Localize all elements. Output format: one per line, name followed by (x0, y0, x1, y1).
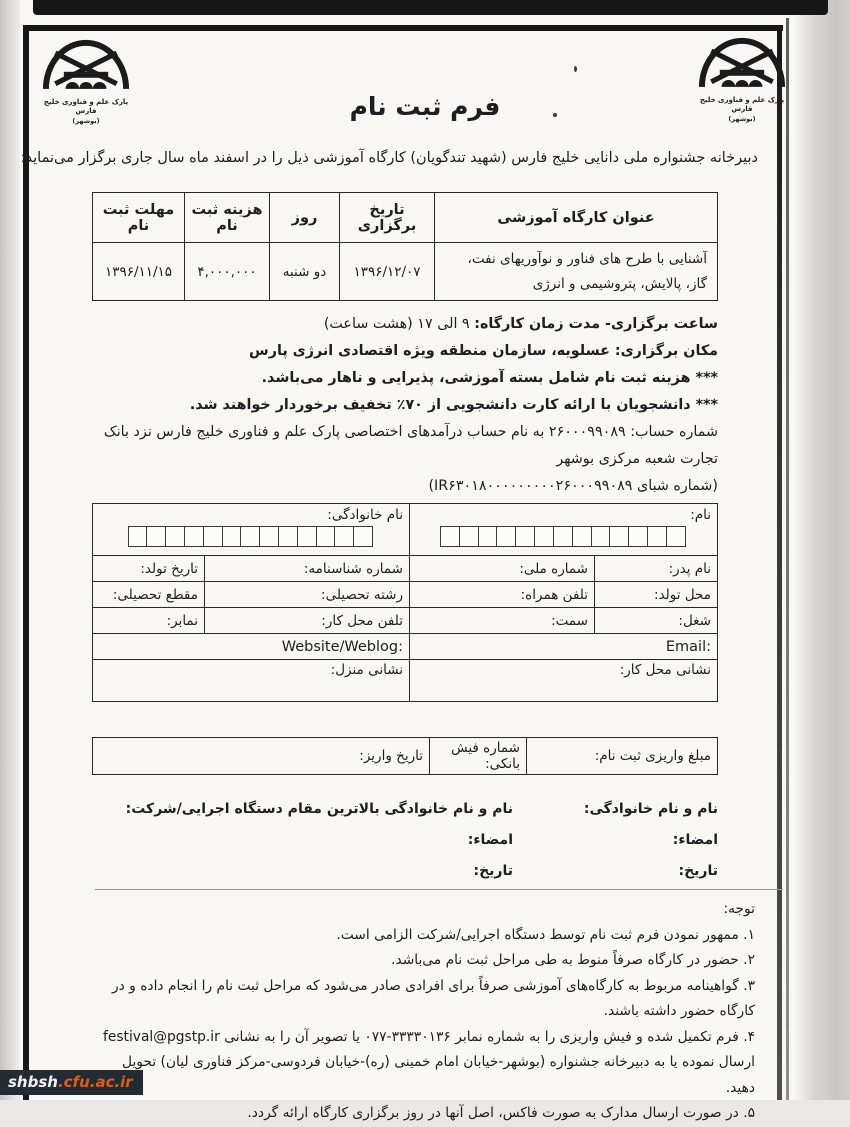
site-watermark (0, 1070, 143, 1095)
note-item-4: ۴. فرم تکمیل شده و فیش واریزی را به شماره نمابر ۳۳۳۳۰۱۳۶-۰۷۷ یا تصویر آن را به نشانی festival@pgstp.ir ارسال نموده یا به دبیرخانه جشنواره (بوشهر-خیابان امام خمینی (ره)-خیابان فردوسی-مرکز فناوری لیان) تحویل دهید. (103, 1028, 755, 1096)
workshop-date-cell: ۱۳۹۶/۱۲/۰۷ (340, 243, 435, 301)
location-line: مکان برگزاری: عسلویه، سازمان منطقه ویژه اقتصادی انرژی پارس (249, 343, 718, 359)
field-position: سمت: (410, 608, 595, 634)
watermark-bold: shbsh (8, 1073, 58, 1091)
watermark-rest: .cfu.ac.ir (57, 1073, 133, 1091)
char-box (496, 526, 516, 547)
table-row (93, 556, 718, 582)
page-title: فرم ثبت نام (349, 92, 501, 121)
executive-sign-label: امضاء: (467, 832, 513, 848)
table-row (93, 634, 718, 660)
time-value: ۹ الی ۱۷ (هشت ساعت) (323, 316, 470, 332)
note-item-3: ۳. گواهینامه مربوط به کارگاه‌های آموزشی صرفاً برای افرادی صادر می‌شود که مراحل ثبت نام را انجام داده و در کارگاه حضور داشته باشند. (111, 977, 755, 1019)
time-label: ساعت برگزاری- مدت زمان کارگاه: (474, 316, 718, 332)
workshop-table (92, 192, 718, 301)
col-header-day: روز (270, 193, 340, 243)
char-box (478, 526, 498, 547)
event-details (95, 311, 718, 500)
note-item-5: ۵. در صورت ارسال مدارک به صورت فاکس، اصل آنها در روز برگزاری کارگاه ارائه گردد. (247, 1105, 755, 1121)
char-box (353, 526, 373, 547)
char-box (440, 526, 460, 547)
ink-speck (574, 66, 577, 72)
signature-section (93, 794, 718, 887)
first-name-char-boxes (416, 526, 711, 547)
dome-logo-icon (698, 34, 786, 92)
table-row (93, 608, 718, 634)
char-box (203, 526, 223, 547)
char-box (515, 526, 535, 547)
field-email: Email: (410, 634, 718, 660)
char-box (609, 526, 629, 547)
field-work-address: نشانی محل کار: (410, 660, 718, 702)
field-job: شغل: (595, 608, 718, 634)
field-mobile: تلفن همراه: (410, 582, 595, 608)
field-study-level: مقطع تحصیلی: (93, 582, 205, 608)
field-deposit-date: تاریخ واریز: (93, 738, 430, 775)
char-box (316, 526, 336, 547)
logo-caption: پارک علم و فناوری خلیج فارس (43, 98, 129, 116)
scan-top-bar (33, 0, 828, 15)
col-header-deadline: مهلت ثبت نام (93, 193, 185, 243)
payment-row (93, 738, 718, 775)
char-box (666, 526, 686, 547)
workshop-fee-cell: ۴,۰۰۰,۰۰۰ (185, 243, 270, 301)
field-fax: نمابر: (93, 608, 205, 634)
workshop-deadline-cell: ۱۳۹۶/۱۱/۱۵ (93, 243, 185, 301)
char-box (647, 526, 667, 547)
fee-note-line: *** هزینه ثبت نام شامل بسته آموزشی، پذیرایی و ناهار می‌باشد. (261, 370, 718, 386)
page-frame-right (777, 25, 782, 1100)
scan-left-edge (0, 0, 20, 1100)
scan-right-edge (794, 0, 850, 1100)
name-row (93, 504, 718, 556)
char-box (534, 526, 554, 547)
char-box (278, 526, 298, 547)
field-receipt-number: شماره فیش بانکی: (430, 738, 527, 775)
char-box (591, 526, 611, 547)
field-work-phone: تلفن محل کار: (205, 608, 410, 634)
address-row (93, 660, 718, 702)
page-frame-top (23, 25, 783, 31)
char-box (259, 526, 279, 547)
field-deposit-amount: مبلغ واریزی ثبت نام: (527, 738, 718, 775)
personal-info-table (92, 503, 718, 702)
char-box (334, 526, 354, 547)
char-box (222, 526, 242, 547)
char-box (165, 526, 185, 547)
field-national-id: شماره ملی: (410, 556, 595, 582)
payment-table (92, 737, 718, 775)
char-box (240, 526, 260, 547)
student-discount-line: *** دانشجویان با ارائه کارت دانشجویی از ۷۰٪ تخفیف برخوردار خواهند شد. (189, 397, 718, 413)
last-name-char-boxes (99, 526, 403, 547)
field-website: Website/Weblog: (93, 634, 410, 660)
time-line (95, 311, 718, 338)
page-edge-line (786, 18, 789, 1100)
char-box (553, 526, 573, 547)
bank-account-line: شماره حساب: ۲۶۰۰۰۹۹۰۸۹ به نام حساب درآمدهای اختصاصی پارک علم و فناوری خلیج فارس نزد بانک تجارت شعبه مرکزی بوشهر (103, 424, 718, 467)
applicant-date-label: تاریخ: (678, 863, 718, 879)
col-header-workshop-title: عنوان کارگاه آموزشی (435, 193, 718, 243)
notes-title: توجه: (723, 901, 755, 917)
last-name-label: نام خانوادگی: (327, 507, 403, 523)
field-last-name (93, 504, 410, 556)
char-box (184, 526, 204, 547)
first-name-label: نام: (690, 507, 711, 523)
dome-logo-icon (42, 36, 130, 94)
char-box (128, 526, 148, 547)
char-box (459, 526, 479, 547)
field-father-name: نام پدر: (595, 556, 718, 582)
iban-line: (شماره شبای IR۶۳۰۱۸۰۰۰۰۰۰۰۰۰۲۶۰۰۰۹۹۰۸۹) (428, 478, 718, 494)
section-divider (95, 889, 783, 890)
note-item-2: ۲. حضور در کارگاه صرفاً منوط به طی مراحل ثبت نام می‌باشد. (391, 952, 755, 968)
applicant-sign-label: امضاء: (672, 832, 718, 848)
executive-name-label: نام و نام خانوادگی بالاترین مقام دستگاه اجرایی/شرکت: (125, 801, 513, 817)
workshop-day-cell: دو شنبه (270, 243, 340, 301)
workshop-title-cell: آشنایی با طرح های فناور و نوآوریهای نفت، گاز، پالایش، پتروشیمی و انرژی (435, 243, 718, 301)
char-box (297, 526, 317, 547)
intro-text: دبیرخانه جشنواره ملی دانایی خلیج فارس (شهید تندگویان) کارگاه آموزشی ذیل را در اسفند ماه سال جاری برگزار می‌نماید: (20, 150, 758, 166)
field-birth-place: محل تولد: (595, 582, 718, 608)
col-header-fee: هزینه ثبت نام (185, 193, 270, 243)
logo-caption-city: (بوشهر) (728, 114, 756, 123)
char-box (628, 526, 648, 547)
col-header-date: تاریخ برگزاری (340, 193, 435, 243)
logo-caption-city: (بوشهر) (72, 116, 100, 125)
applicant-signature-block (513, 794, 718, 887)
note-item-1: ۱. ممهور نمودن فرم ثبت نام توسط دستگاه اجرایی/شرکت الزامی است. (336, 926, 755, 943)
char-box (572, 526, 592, 547)
char-box (146, 526, 166, 547)
logo-caption: پارک علم و فناوری خلیج فارس (699, 96, 785, 114)
field-study-field: رشته تحصیلی: (205, 582, 410, 608)
field-home-address: نشانی منزل: (93, 660, 410, 702)
table-row (93, 582, 718, 608)
field-birth-date: تاریخ تولد: (93, 556, 205, 582)
executive-signature-block (93, 794, 513, 887)
field-first-name (410, 504, 718, 556)
applicant-name-label: نام و نام خانوادگی: (583, 801, 718, 817)
notes-section (93, 897, 755, 1127)
executive-date-label: تاریخ: (473, 863, 513, 879)
workshop-table-header-row (93, 193, 718, 243)
page-frame-left (23, 25, 29, 1100)
field-certificate-no: شماره شناسنامه: (205, 556, 410, 582)
workshop-table-row (93, 243, 718, 301)
